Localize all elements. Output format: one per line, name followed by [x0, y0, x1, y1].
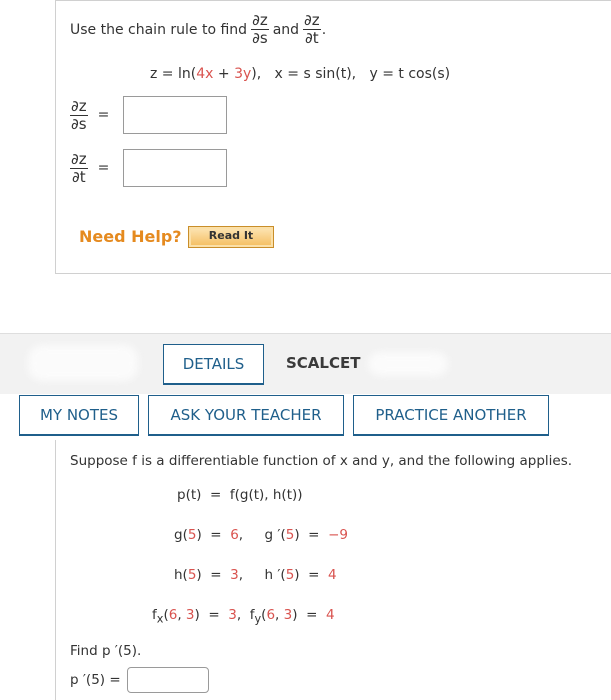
eq-text: ) = — [194, 607, 229, 623]
eq-3y: 3y — [234, 66, 252, 82]
answer-input-dz-ds[interactable] — [123, 96, 227, 134]
equation-p-of-t: p(t) = f(g(t), h(t)) — [177, 487, 303, 503]
eq-value: 4 — [328, 567, 337, 583]
eq-value: 4 — [325, 607, 335, 623]
eq-4x: 4x — [196, 66, 214, 82]
eq-value: 6 — [168, 607, 178, 623]
equation-g-values — [174, 527, 348, 543]
eq-value: 3 — [185, 607, 195, 623]
details-button[interactable]: DETAILS — [163, 344, 264, 384]
word-and: and — [272, 21, 300, 38]
numerator-dz: ∂z — [252, 11, 268, 29]
numerator-dz: ∂z — [71, 149, 87, 168]
period: . — [321, 21, 327, 38]
eq-value: 5 — [285, 567, 295, 583]
eq-text: ) = — [292, 607, 326, 623]
numerator-dz: ∂z — [71, 96, 87, 115]
ask-teacher-button[interactable]: ASK YOUR TEACHER — [148, 395, 344, 435]
blurred-region — [368, 352, 448, 376]
eq-text: , — [177, 607, 186, 623]
answer-input-dz-dt[interactable] — [123, 149, 227, 187]
answer-label-text: p ′( — [70, 672, 92, 688]
need-help-label: Need Help? — [79, 227, 182, 246]
equation-h-values — [174, 567, 337, 583]
eq-text: f — [152, 607, 157, 623]
answer-label-value: 5 — [91, 672, 100, 688]
practice-another-button[interactable]: PRACTICE ANOTHER — [353, 395, 549, 435]
eq-z-prefix: z = ln( — [150, 66, 197, 82]
label-dz-ds — [70, 98, 88, 133]
answer-label-end: ) = — [99, 672, 121, 688]
answer-label — [70, 672, 121, 688]
find-text: Find p ′( — [70, 643, 124, 659]
answer-row-dz-dt — [70, 149, 227, 187]
eq-text: g( — [174, 527, 188, 543]
fraction-dz-dt — [303, 12, 321, 47]
denominator-dt: ∂t — [72, 167, 86, 186]
eq-text: ) = — [196, 567, 231, 583]
read-it-button[interactable]: Read It — [188, 226, 274, 248]
eq-text: , f — [236, 607, 255, 623]
eq-rest: ), x = s sin(t), y = t cos(s) — [251, 66, 451, 82]
denominator-ds: ∂s — [71, 114, 87, 133]
denominator-dt: ∂t — [305, 29, 319, 47]
eq-text: ( — [163, 607, 169, 623]
fraction-dz-ds — [251, 12, 269, 47]
blurred-region — [28, 345, 138, 381]
equals-sign: = — [97, 107, 110, 123]
eq-value: 5 — [285, 527, 295, 543]
eq-value: 3 — [283, 607, 293, 623]
eq-text: ) = — [294, 567, 329, 583]
eq-subscript: y — [254, 612, 262, 626]
eq-subscript: x — [156, 612, 164, 626]
eq-text: h( — [174, 567, 188, 583]
eq-value: 6 — [230, 527, 239, 543]
eq-text: ) = — [196, 527, 231, 543]
eq-text: ( — [261, 607, 267, 623]
answer-row-dz-ds — [70, 96, 227, 134]
eq-text: , — [275, 607, 284, 623]
denominator-ds: ∂s — [252, 29, 268, 47]
eq-value: 3 — [228, 607, 237, 623]
eq-text: , h ′( — [238, 567, 286, 583]
numerator-dz: ∂z — [304, 11, 320, 29]
answer-input-p-prime[interactable] — [127, 667, 209, 693]
find-prompt — [70, 643, 141, 659]
problem1-question — [70, 12, 326, 47]
equals-sign: = — [97, 160, 110, 176]
my-notes-button[interactable]: MY NOTES — [19, 395, 139, 435]
eq-value: −9 — [328, 527, 348, 543]
eq-value: 5 — [187, 567, 197, 583]
eq-value: 6 — [266, 607, 276, 623]
problem2-statement: Suppose f is a differentiable function of x and y, and the following applies. — [70, 453, 573, 469]
label-dz-dt — [70, 151, 88, 186]
find-value: 5 — [123, 643, 132, 659]
eq-value: 5 — [187, 527, 197, 543]
answer-row-p-prime — [70, 667, 209, 693]
problem1-equation — [150, 66, 450, 82]
eq-value: 3 — [230, 567, 239, 583]
eq-text: , g ′( — [238, 527, 286, 543]
equation-f-partials — [152, 607, 335, 626]
find-end: ). — [131, 643, 142, 659]
source-label: SCALCET — [286, 354, 361, 372]
eq-plus: + — [213, 66, 235, 82]
eq-text: ) = — [294, 527, 329, 543]
problem1-intro: Use the chain rule to find — [70, 21, 248, 38]
